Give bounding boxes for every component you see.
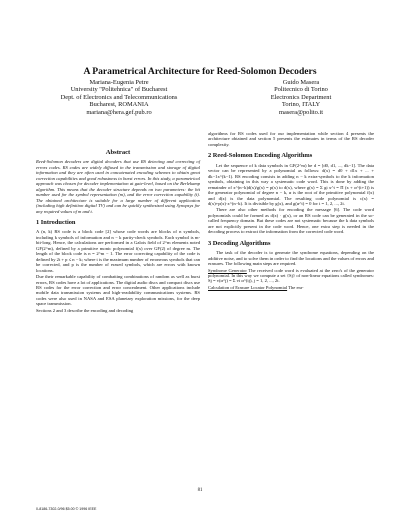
section-heading-decoding: 3 Decoding Algorithms bbox=[208, 239, 271, 247]
paragraph: Let the sequence of k data symbols in GF(2^m) be d = [d0, d1, ..., dk−1]. The data vector can be represented by a polynomial as follows: d(x) = d0 + d1x + ... + dk−1x^(k−1). RS encoding consists in adding n − k extra-symbols to the k information symbols, obtaining in this way a systematic code word. This is done by adding the remainder of x^(n−k)d(x)/g(x) = p(x) to d(x), where g(x) = Σ gi x^i = Π (x + α^(i+1)) is the generator polynomial of degree n − k, α is the root of the primitive polynomial f(x) and d(x) is the data polynomial. The resulting code polynomial is c(x) = d(x)+p(x)·x^(n−k). It is divisible by g(x), and g(α^i) = 0 for i = 1, 2, ..., 2t. bbox=[208, 162, 374, 206]
author-affiliation: University "Politehnica" of Bucharest bbox=[70, 86, 168, 94]
page-number: 81 bbox=[197, 488, 203, 493]
paragraph: The task of the decoder is to generate the syndrome equations, depending on the additive noise, and to solve them in order to find the locations and the values of errors and erasures. The following main steps are required. bbox=[208, 250, 374, 267]
author-affiliation: Politecnico di Torino bbox=[274, 86, 328, 94]
syndrome-generator-label: Syndrome Generator bbox=[208, 267, 247, 273]
paragraph bbox=[208, 285, 374, 290]
syndrome-generator-text: The received code word is evaluated at the zero's of the generator polynomial. In this way we compute a set {Sj} of non-linear equations called syndromes: Sj = v(α^j) = Σ vi α^(ij), j = 1, 2, ..., 2t. bbox=[208, 267, 374, 284]
author-block-2 bbox=[218, 79, 384, 116]
abstract-heading: Abstract bbox=[105, 149, 131, 156]
section-heading-introduction: 1 Introduction bbox=[36, 218, 76, 226]
paragraph: A (n, k) RS code is a block code [2] whose code words are blocks of n symbols, including k symbols of information and n − k parity-check symbols. Each symbol is m-bit-long. Hence, the calculations are performed in a Galois field of 2^m elements noted GF(2^m), defined by a primitive monic polynomial f(x) over GF(2) of degree m. The length of the block code is n = 2^m − 1. The error correcting capability of the code is defined by 2t + p ≤ n − k; where t is the maximum number of erroneous symbols that can be corrected, and p is the number of erased symbols, which are errors with known locations. bbox=[36, 229, 200, 273]
paragraph: Due their remarkable capability of combatting combinations of random as well as burst errors, RS codes have a lot of applications. The digital audio discs and compact discs use RS codes for the error correction and error concealment. Other applications include mobile data transmission systems and high-readability communications systems. RS codes were also used in NASA and ESA planetary exploration missions, for the deep space transmission. bbox=[36, 274, 200, 307]
paragraph: There are also other methods for encoding the message [6]. The code word polynomials could be formed as d(x) · g(x), or an RS code can be generated in the so-called frequency domain. But these codes are not systematic because the k data symbols are not explicitly present in the code word. Hence, one extra step is needed in the decoding process to extract the information from the corrected code word. bbox=[208, 207, 374, 235]
author-affiliation: Electronics Department bbox=[270, 93, 332, 101]
paragraph: algorithms for RS codes used for our implementation while section 4 presents the architecture obtained and section 5 presents the estimates in terms of the RS decoder complexity. bbox=[208, 131, 374, 147]
author-email: mariana@hera.gef.pub.ro bbox=[86, 108, 152, 116]
author-affiliation: Dept. of Electronics and Telecommunications bbox=[60, 93, 178, 101]
paper-title: A Parametrical Architecture for Reed-Solomon Decoders bbox=[83, 66, 317, 77]
right-column bbox=[208, 131, 374, 291]
author-email: masera@polito.it bbox=[278, 108, 324, 116]
left-column bbox=[36, 150, 200, 314]
section-heading-encoding: 2 Reed-Solomon Encoding Algorithms bbox=[208, 152, 313, 160]
copyright-footer: 0-8186-7302-0/96 $5.00 © 1996 IEEE bbox=[36, 507, 97, 511]
abstract-text: Reed-Solomon decoders are digital decoders that use RS detecting and correcting of errors codes. RS codes are widely diffused in the transmission and storage of digital information and they are often used in concatenated encoding schemes to obtain great correction capabilities and good robustness to burst errors. In this study, a parametrical approach was chosen for decoder implementation at gate-level, based on the Berlekamp algorithm. This means that the decoder structure depends on two parameters: the bit number used for the symbol representation (m), and the error correction capability (t). The obtained architecture is suitable for a large number of different application (including high definition digital TV) and can be quickly synthesized using Synopsys for any required values of m and t. bbox=[36, 159, 200, 214]
author-affiliation: Bucharest, ROMANIA bbox=[89, 101, 149, 109]
author-name: Mariana-Eugenia Petre bbox=[89, 79, 149, 86]
author-name: Guido Masera bbox=[282, 79, 320, 86]
paragraph bbox=[208, 268, 374, 284]
author-affiliation: Torino, ITALY bbox=[281, 101, 321, 109]
author-block-1 bbox=[36, 79, 202, 116]
erasure-locator-text: The era- bbox=[287, 284, 304, 290]
erasure-locator-label: Calculation of Erasure Locator Polynomial bbox=[208, 284, 288, 290]
paragraph: Sections 2 and 3 describe the encoding and decoding bbox=[36, 307, 134, 313]
